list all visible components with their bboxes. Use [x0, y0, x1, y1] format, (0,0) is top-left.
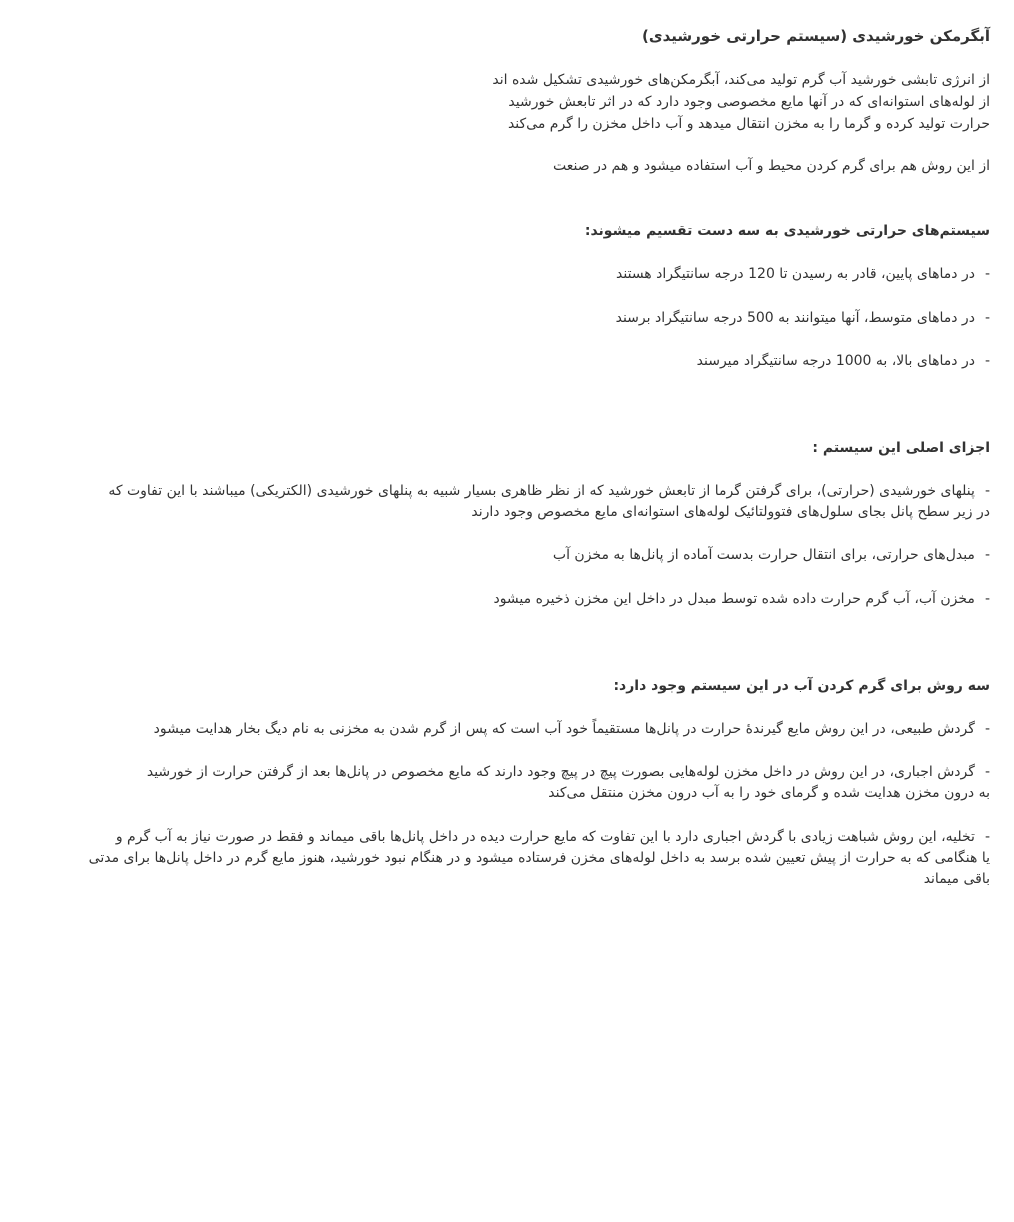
category-item-low — [616, 264, 990, 284]
method-item-text: گردش اجباری، در این روش در داخل مخزن لوله‌هایی بصورت پیچ در پیچ وجود دارند که مایع مخصوص در پانل‌ها بعد از گرفتن حرارت از خورشید — [146, 764, 975, 780]
intro-line-3: حرارت تولید کرده و گرما را به مخزن انتقال میدهد و آب داخل مخزن را گرم می‌کند — [507, 116, 990, 132]
method-item-natural — [154, 719, 990, 739]
category-item-medium — [616, 308, 990, 328]
bullet-dash: - — [984, 591, 990, 607]
categories-heading: سیستم‌های حرارتی خورشیدی به سه دست تقسیم میشوند: — [584, 223, 990, 239]
method-item-drainback-cont-2: باقی میماند — [923, 871, 990, 887]
category-item-text: در دماهای بالا، به 1000 درجه سانتیگراد میرسند — [696, 353, 975, 369]
method-item-text: گردش طبیعی، در این روش مایع گیرندهٔ حرارت در پانل‌ها مستقیماً خود آب است که پس از گرم شدن به مخزنی به نام دیگ بخار هدایت میشود — [153, 721, 975, 737]
method-item-drainback — [116, 827, 990, 847]
method-item-forced — [147, 762, 990, 782]
bullet-dash: - — [984, 483, 990, 499]
bullet-dash: - — [984, 547, 990, 563]
bullet-dash: - — [984, 721, 990, 737]
bullet-dash: - — [984, 829, 990, 845]
bullet-dash: - — [984, 353, 990, 369]
component-item-text: مخزن آب، آب گرم حرارت داده شده توسط مبدل در داخل این مخزن ذخیره میشود — [493, 591, 975, 607]
components-heading: اجزای اصلی این سیستم : — [812, 440, 990, 456]
component-item-panels — [108, 481, 990, 501]
method-item-text: تخلیه، این روش شباهت زیادی با گردش اجباری دارد با این تفاوت که مایع حرارت دیده در داخل پانل‌ها باقی میماند و فقط در صورت نیاز به آب گرم و — [115, 829, 975, 845]
category-item-text: در دماهای متوسط، آنها میتوانند به 500 درجه سانتیگراد برسند — [615, 310, 975, 326]
category-item-text: در دماهای پایین، قادر به رسیدن تا 120 درجه سانتیگراد هستند — [616, 266, 975, 282]
bullet-dash: - — [984, 310, 990, 326]
component-item-text: پنلهای خورشیدی (حرارتی)، برای گرفتن گرما از تابعش خورشید که از نظر ظاهری بسیار شبیه به پنلهای خورشیدی (الکتریکی) میباشند با این تفاوت که — [108, 483, 975, 499]
methods-heading: سه روش برای گرم کردن آب در این سیستم وجود دارد: — [613, 678, 990, 694]
intro-line-1: از انرژی تابشی خورشید آب گرم تولید می‌کند، آبگرمکن‌های خورشیدی تشکیل شده اند — [492, 72, 990, 88]
method-item-drainback-cont-1: یا هنگامی که به حرارت از پیش تعیین شده برسد به داخل لوله‌های مخزن فرستاده میشود و در هنگام نبود خورشید، هنوز مایع گرم در داخل پانل‌ها برای مدتی — [88, 850, 990, 866]
component-item-panels-cont: در زیر سطح پانل بجای سلول‌های فتوولتائیک لوله‌های استوانه‌ای مایع مخصوص وجود دارند — [471, 504, 990, 520]
component-item-exchangers — [553, 545, 990, 565]
document-title: آبگرمکن خورشیدی (سیستم حرارتی خورشیدی) — [642, 27, 990, 45]
bullet-dash: - — [984, 764, 990, 780]
category-item-high — [697, 351, 990, 371]
component-item-text: مبدل‌های حرارتی، برای انتقال حرارت بدست آماده از پانل‌ها به مخزن آب — [552, 547, 975, 563]
intro-line-2: از لوله‌های استوانه‌ای که در آنها مایع مخصوصی وجود دارد که در اثر تابعش خورشید — [508, 94, 990, 110]
component-item-tank — [493, 589, 990, 609]
usage-paragraph: از این روش هم برای گرم کردن محیط و آب استفاده میشود و هم در صنعت — [553, 158, 990, 174]
bullet-dash: - — [984, 266, 990, 282]
method-item-forced-cont: به درون مخزن هدایت شده و گرمای خود را به آب درون مخزن منتقل می‌کند — [548, 785, 990, 801]
